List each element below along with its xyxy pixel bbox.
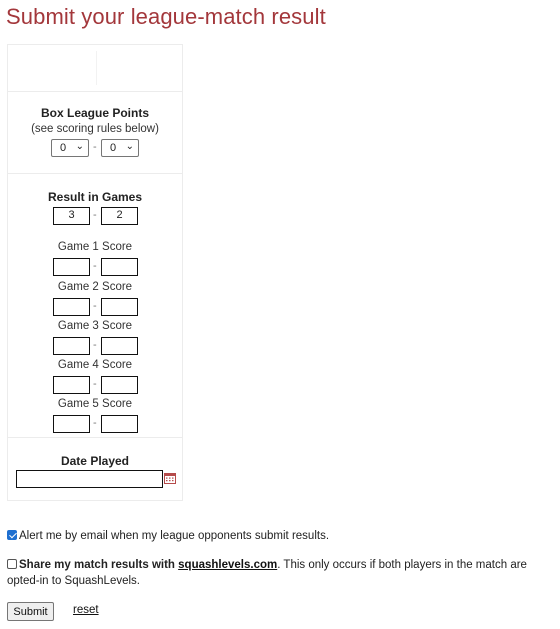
game-5-label: Game 5 Score: [57, 398, 133, 410]
points-away-value: 0: [110, 142, 117, 154]
games-separator: -: [93, 209, 97, 221]
game-2-home-input[interactable]: [53, 298, 90, 316]
share-option: [7, 557, 555, 589]
games-home-input[interactable]: 3: [53, 207, 90, 225]
games-away-input[interactable]: 2: [101, 207, 138, 225]
points-home-value: 0: [60, 142, 67, 154]
result-form: [7, 44, 183, 501]
game-3-away-input[interactable]: [101, 337, 138, 355]
game-5-separator: -: [93, 417, 97, 429]
points-hint: (see scoring rules below): [31, 123, 159, 135]
points-home-select[interactable]: [51, 139, 89, 157]
game-3-separator: -: [93, 339, 97, 351]
alert-label: Alert me by email when my league opponents submit results.: [19, 530, 330, 542]
game-3-label: Game 3 Score: [57, 320, 133, 332]
chevron-down-icon: ⌄: [125, 141, 134, 152]
squashlevels-link[interactable]: squashlevels.com: [178, 559, 278, 571]
game-2-away-input[interactable]: [101, 298, 138, 316]
date-played-input[interactable]: [16, 470, 163, 488]
header-cell-right: [98, 51, 184, 85]
header-cell-left: [10, 51, 97, 85]
points-away-select[interactable]: [101, 139, 139, 157]
game-1-away-input[interactable]: [101, 258, 138, 276]
submit-button[interactable]: Submit: [7, 602, 54, 621]
game-2-label: Game 2 Score: [57, 281, 133, 293]
share-suffix: . This only occurs if both players in the match are opted-in to SquashLevels.: [7, 559, 527, 587]
games-label: Result in Games: [47, 190, 143, 204]
form-header-strip: [8, 45, 182, 91]
game-4-home-input[interactable]: [53, 376, 90, 394]
game-5-away-input[interactable]: [101, 415, 138, 433]
reset-link[interactable]: reset: [73, 604, 99, 616]
date-label: Date Played: [60, 454, 130, 468]
date-section: [8, 437, 182, 501]
game-2-separator: -: [93, 300, 97, 312]
points-separator: -: [93, 141, 97, 153]
alert-option: [7, 530, 329, 542]
game-4-label: Game 4 Score: [57, 359, 133, 371]
page-title: Submit your league-match result: [6, 4, 326, 29]
chevron-down-icon: ⌄: [75, 141, 84, 152]
game-1-separator: -: [93, 260, 97, 272]
game-3-home-input[interactable]: [53, 337, 90, 355]
alert-checkbox[interactable]: [7, 530, 17, 540]
points-section: [8, 91, 182, 173]
game-4-away-input[interactable]: [101, 376, 138, 394]
share-prefix: Share my match results with: [19, 559, 175, 571]
game-1-home-input[interactable]: [53, 258, 90, 276]
game-1-label: Game 1 Score: [57, 241, 133, 253]
games-section: [8, 173, 182, 437]
share-checkbox[interactable]: [7, 559, 17, 569]
points-label: Box League Points: [40, 106, 150, 120]
calendar-icon[interactable]: [164, 473, 176, 484]
game-5-home-input[interactable]: [53, 415, 90, 433]
game-4-separator: -: [93, 378, 97, 390]
